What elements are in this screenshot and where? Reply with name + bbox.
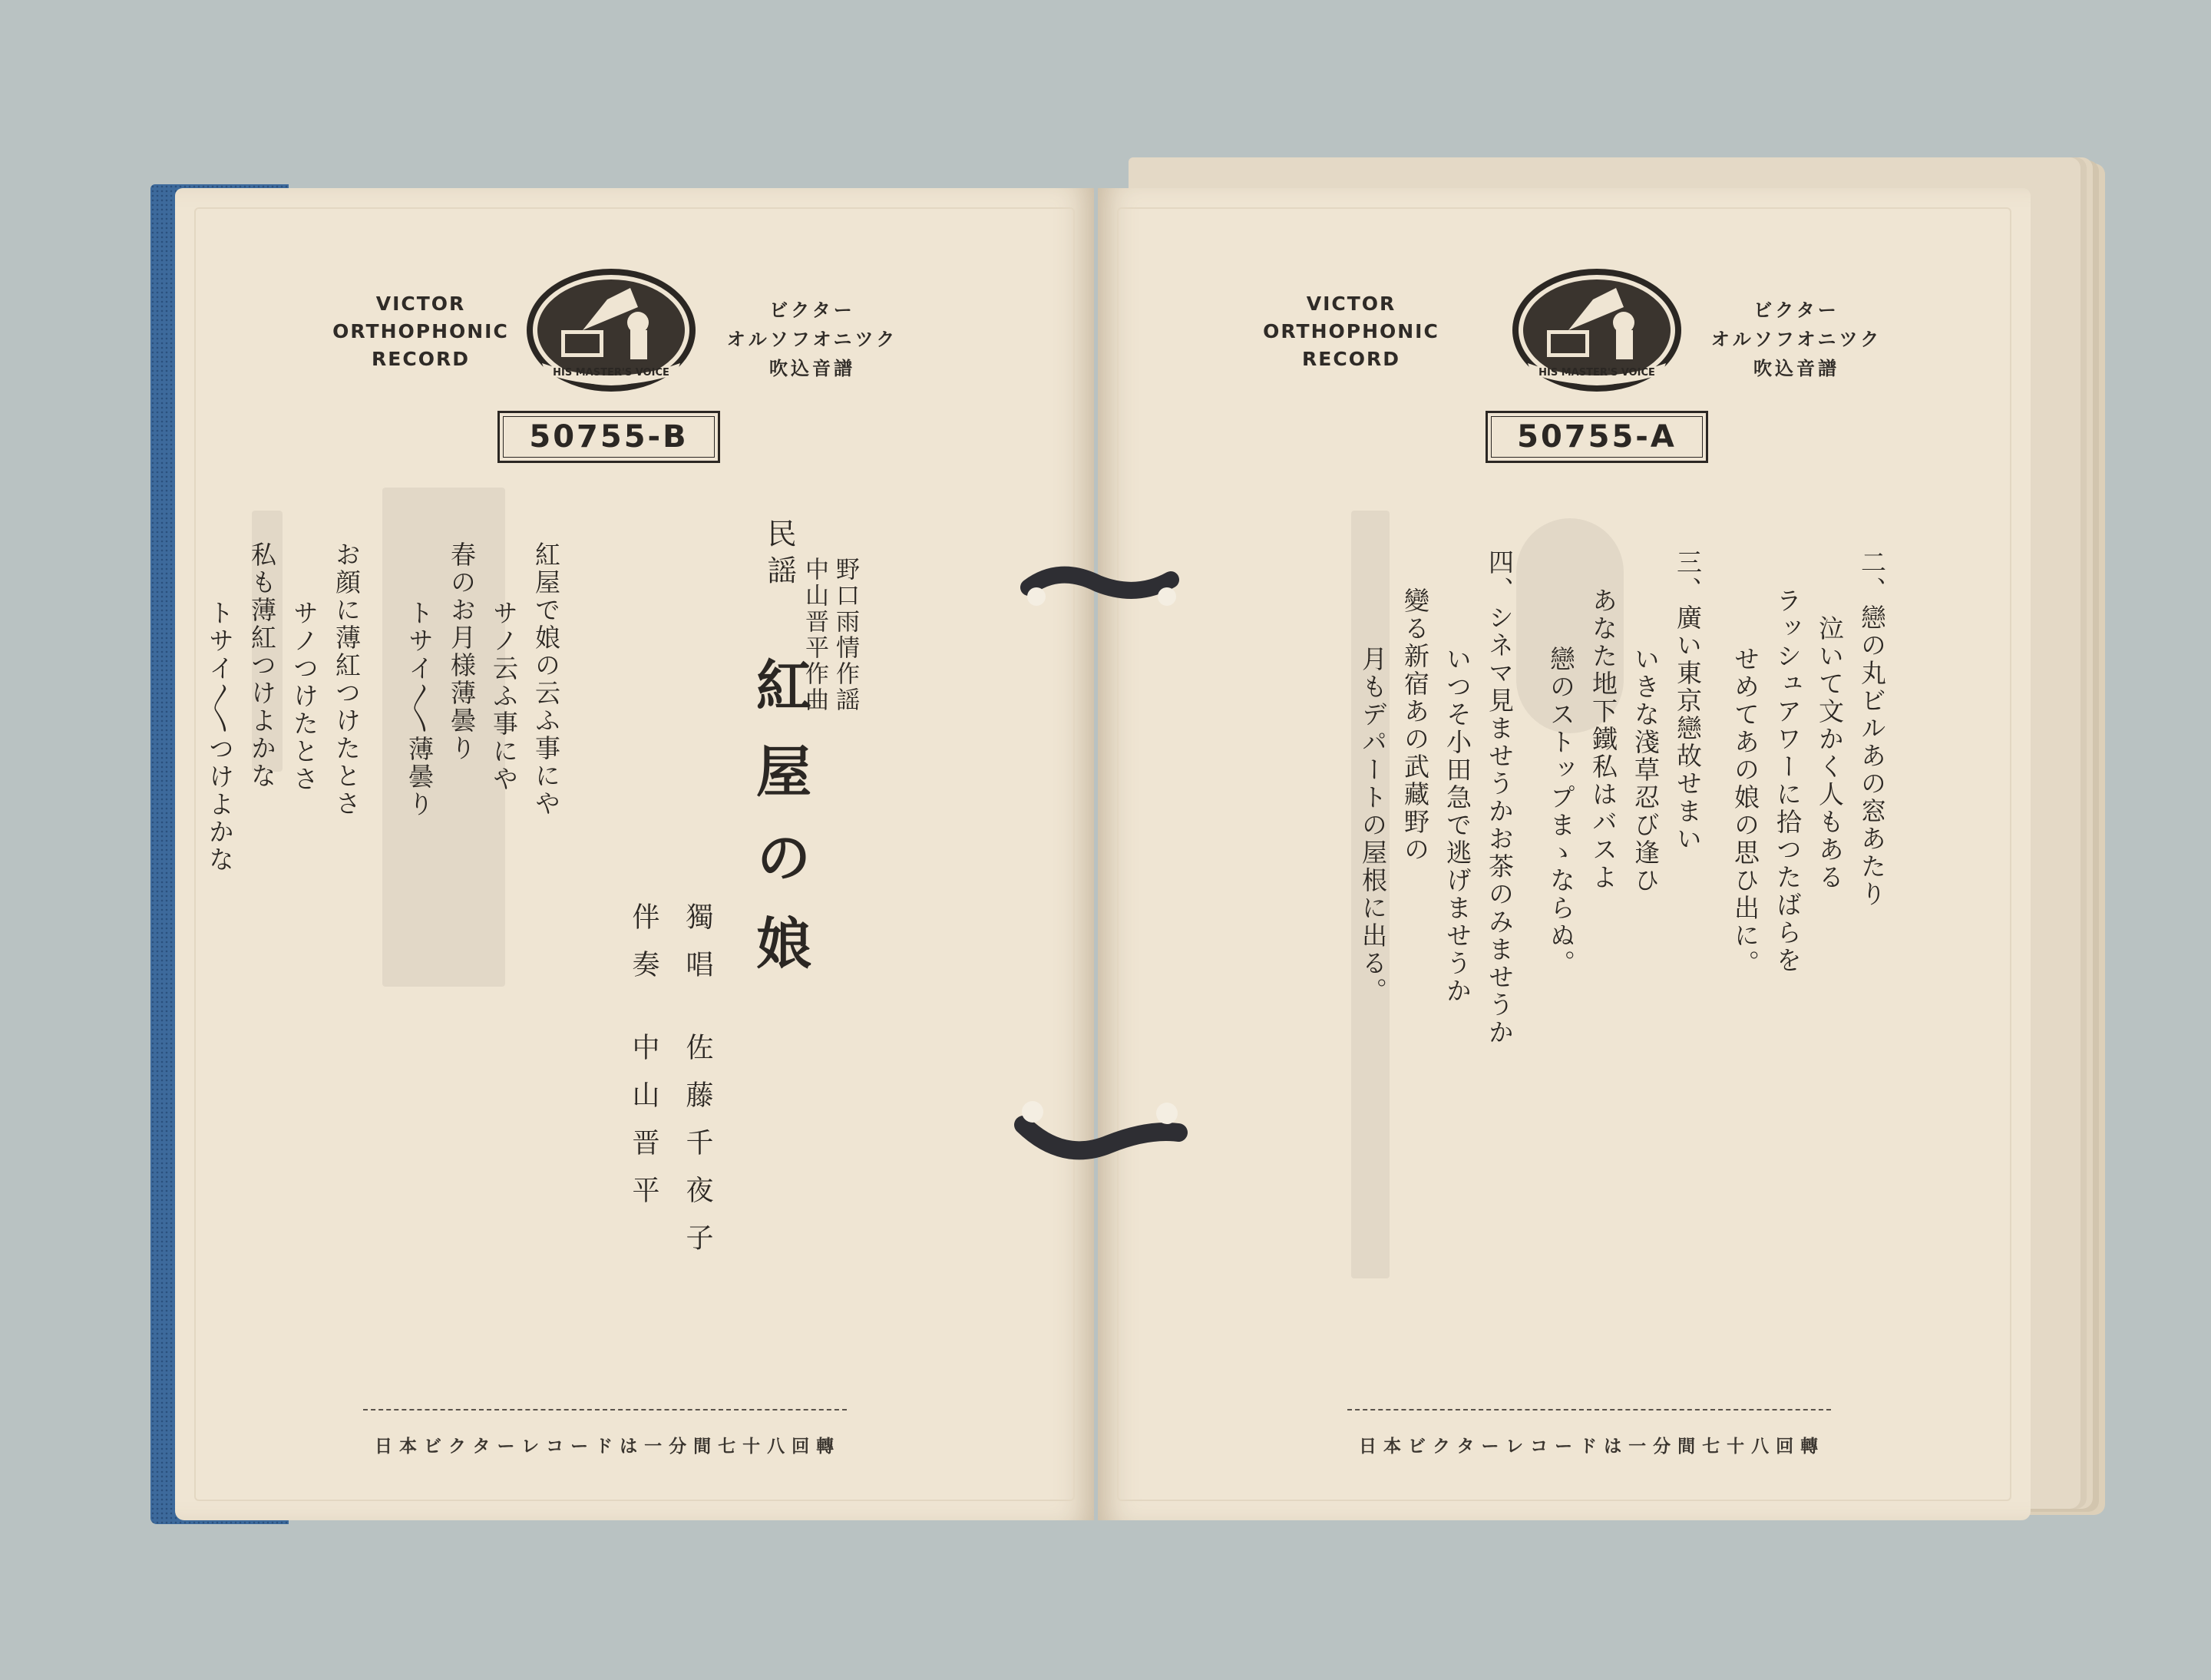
lyric-line: サノ云ふ事にや — [489, 572, 519, 793]
lyric-line: あなた地下鐵私はバスよ — [1588, 587, 1618, 891]
lyric-line: 三、廣い東京戀故せまい — [1673, 549, 1703, 853]
lyric-line: サノつけたとさ — [289, 572, 319, 793]
accompaniment-name: 中山晋平 — [628, 1033, 659, 1223]
left-page — [175, 188, 1094, 1520]
right-english-header — [1236, 290, 1466, 373]
logo-text: HIS MASTER'S VOICE — [553, 367, 669, 379]
footer-rule — [1347, 1409, 1831, 1417]
footer-rule — [363, 1409, 847, 1417]
his-masters-voice-logo — [1509, 265, 1685, 395]
english-line: ORTHOPHONIC — [332, 320, 509, 342]
lyric-line: 四、シネマ見ませうかお茶のみませうか — [1485, 549, 1515, 1047]
japanese-header-line: オルソフオニツク — [1710, 329, 1882, 350]
lyric-line: 紅屋で娘の云ふ事にや — [531, 541, 561, 818]
lyric-line: 私も薄紅つけよかな — [247, 541, 277, 790]
binding-thread-bottom — [1010, 1090, 1194, 1167]
lyric-line: 戀のストップまゝならぬ。 — [1546, 618, 1576, 977]
credits-lyricist: 野口雨情作謡 — [831, 557, 859, 713]
left-page-inner-border — [194, 207, 1075, 1501]
right-page — [1098, 188, 2031, 1520]
catalog-number-box: 50755-A — [1486, 411, 1708, 463]
lyric-line: いつそ小田急で逃げませうか — [1443, 618, 1472, 1005]
lyric-line: お顔に薄紅つけたとさ — [332, 541, 362, 818]
binding-thread-top — [1013, 557, 1190, 618]
right-japanese-header — [1697, 296, 1896, 383]
vocal-name: 佐藤千夜子 — [682, 1033, 713, 1271]
lyric-line: 泣いて文かく人もある — [1815, 587, 1845, 891]
lyric-line: いきな淺草忍び逢ひ — [1631, 618, 1661, 895]
his-masters-voice-logo — [523, 265, 699, 395]
lyric-line: 變る新宿あの武藏野の — [1400, 587, 1430, 864]
left-japanese-header — [712, 296, 912, 383]
vocal-label: 獨唱 — [682, 902, 713, 997]
song-title: 紅屋の娘 — [747, 656, 812, 1000]
lyric-line: せめてあの娘の思ひ出に。 — [1730, 618, 1760, 977]
footer-note: 日本ビクターレコードは一分間七十八回轉 — [375, 1437, 841, 1457]
english-line: RECORD — [372, 348, 470, 370]
english-line: ORTHOPHONIC — [1263, 320, 1439, 342]
japanese-header-line: 吹込音譜 — [1753, 358, 1839, 379]
japanese-header-line: 吹込音譜 — [769, 358, 855, 379]
lyric-line: ラッシュアワーに拾つたばらを — [1773, 587, 1803, 974]
lyric-line: 月もデパートの屋根に出る。 — [1358, 618, 1388, 1005]
english-line: VICTOR — [1306, 293, 1396, 315]
japanese-header-line: ビクター — [1753, 299, 1839, 321]
left-english-header — [306, 290, 536, 373]
english-line: RECORD — [1302, 348, 1400, 370]
lyric-line: 春のお月様薄曇り — [447, 541, 477, 762]
song-genre: 民謡 — [762, 518, 796, 592]
logo-text: HIS MASTER'S VOICE — [1538, 367, 1655, 379]
japanese-header-line: ビクター — [769, 299, 855, 321]
lyric-line: 二、戀の丸ビルあの窓あたり — [1857, 549, 1887, 908]
catalog-number-box: 50755-B — [497, 411, 720, 463]
lyric-line: トサイ〳〵つけよかな — [205, 572, 235, 874]
lyric-line: トサイ〳〵薄曇り — [405, 572, 435, 819]
footer-note: 日本ビクターレコードは一分間七十八回轉 — [1359, 1437, 1826, 1457]
japanese-header-line: オルソフオニツク — [726, 329, 898, 350]
accompaniment-label: 伴奏 — [628, 902, 659, 997]
english-line: VICTOR — [375, 293, 466, 315]
credits-composer: 中山晋平作曲 — [801, 557, 828, 713]
